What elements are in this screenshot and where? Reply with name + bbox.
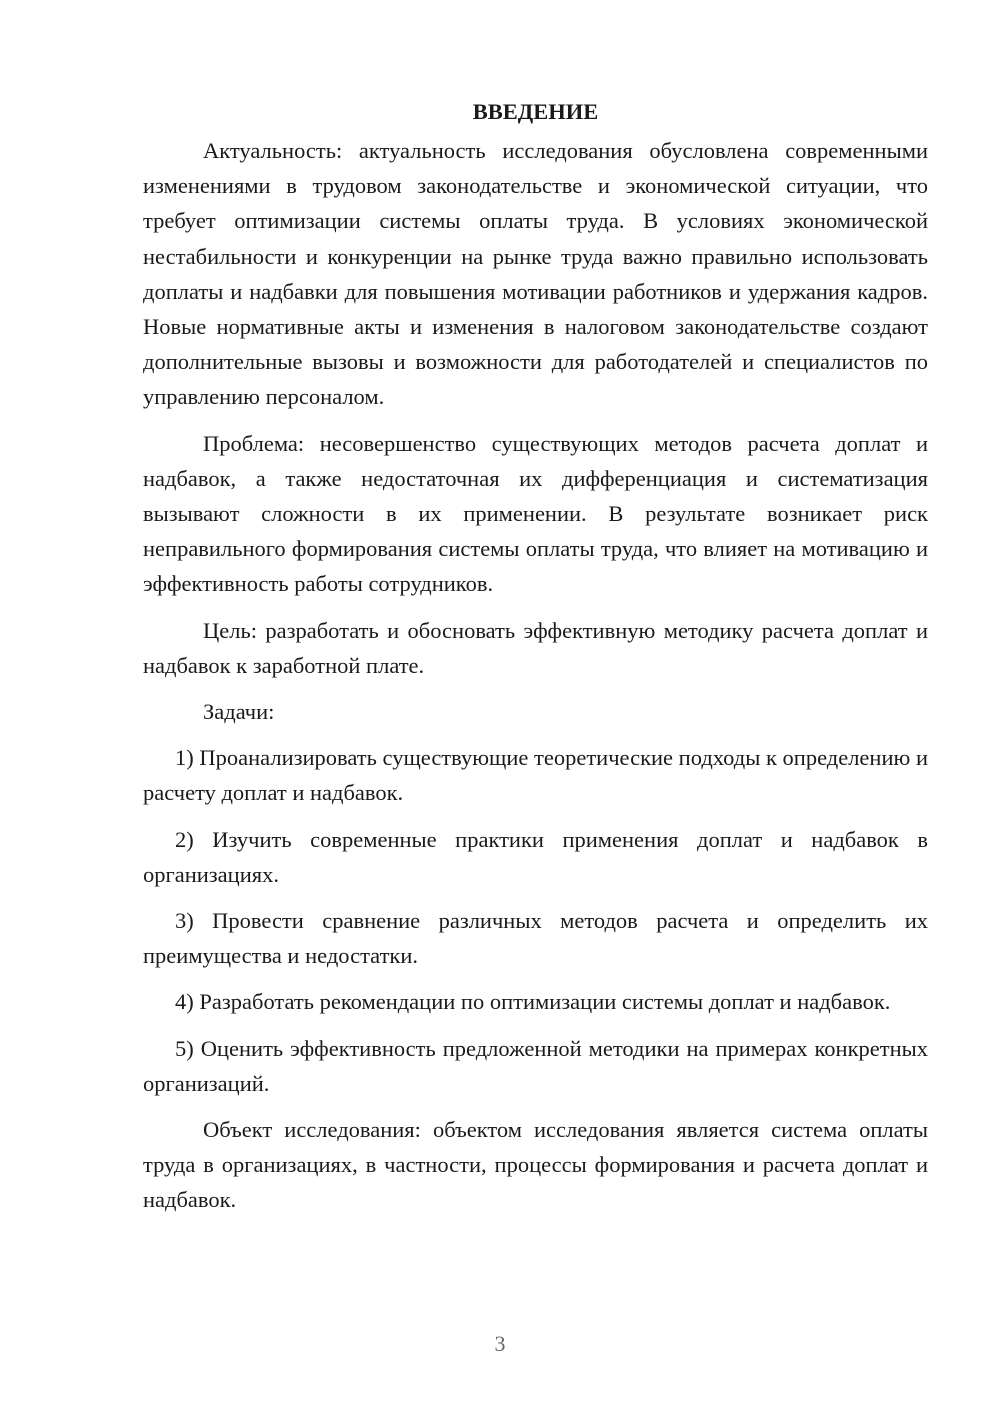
tasks-heading: Задачи: — [203, 699, 275, 725]
task-item: 3) Провести сравнение различных методов расчета и определить их преимущества и недостатки. — [143, 908, 928, 969]
goal-paragraph: Цель: разработать и обосновать эффективную методику расчета доплат и надбавок к заработной плате. — [143, 617, 928, 678]
task-item: 1) Проанализировать существующие теоретические подходы к определению и расчету доплат и надбавок. — [143, 745, 928, 806]
tasks-list — [143, 740, 928, 1101]
object-paragraph: Объект исследования: объектом исследования является система оплаты труда в организациях, в частности, процессы формирования и расчета доплат и надбавок. — [143, 1117, 928, 1213]
relevance-paragraph: Актуальность: актуальность исследования обусловлена современными изменениями в трудовом законодательстве и экономической ситуации, что требует оптимизации системы оплаты труда. В условиях экономической нестабильности и конкуренции на рынке труда важно правильно использовать доплаты и надбавки для повышения мотивации работников и удержания кадров. Новые нормативные акты и изменения в налоговом законодательстве создают дополнительные вызовы и возможности для работодателей и специалистов по управлению персоналом. — [143, 138, 928, 410]
task-item: 5) Оценить эффективность предложенной методики на примерах конкретных организаций. — [143, 1035, 928, 1096]
task-item: 2) Изучить современные практики применения доплат и надбавок в организациях. — [143, 826, 928, 887]
task-item: 4) Разработать рекомендации по оптимизации системы доплат и надбавок. — [175, 989, 891, 1015]
page-number: 3 — [494, 1331, 506, 1356]
document-page — [143, 94, 928, 1229]
problem-paragraph: Проблема: несовершенство существующих методов расчета доплат и надбавок, а также недостаточная их дифференциация и систематизация вызывают сложности в их применении. В результате возникает риск неправильного формирования системы оплаты труда, что влияет на мотивацию и эффективность работы сотрудников. — [143, 430, 928, 597]
page-title: ВВЕДЕНИЕ — [472, 99, 599, 124]
